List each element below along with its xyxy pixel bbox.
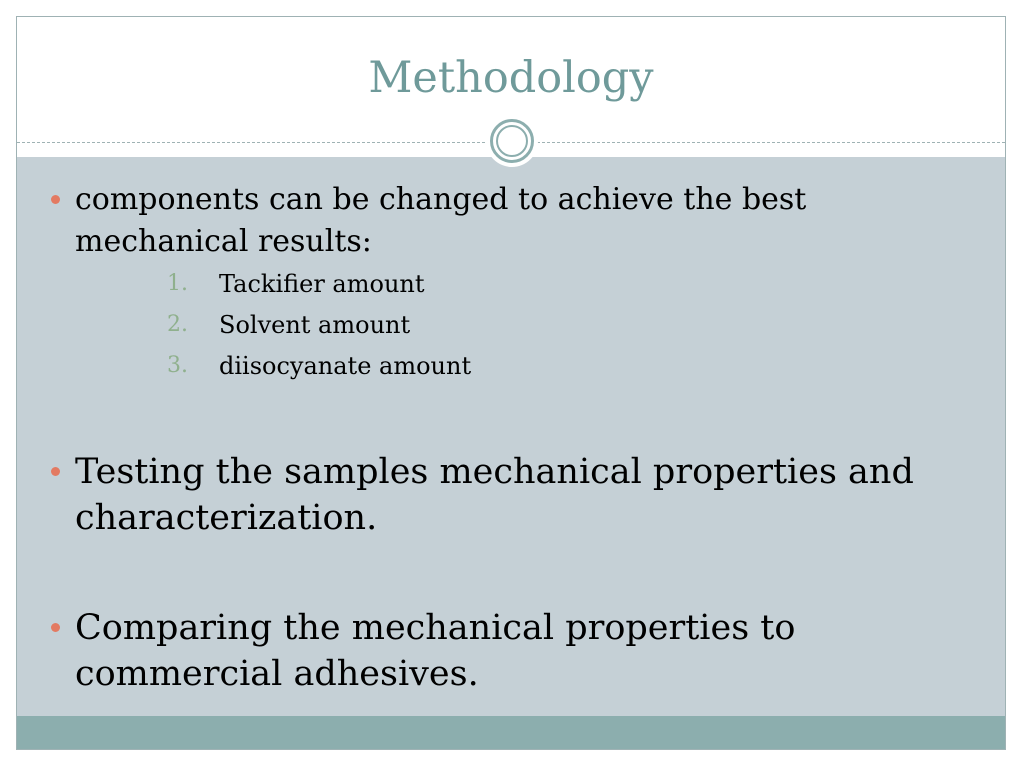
list-number: 2.: [167, 312, 188, 337]
footer-band: [17, 716, 1005, 750]
numbered-sub-list: [167, 269, 767, 392]
list-item: [167, 269, 767, 310]
list-item-text: diisocyanate amount: [219, 352, 472, 380]
bullet-text: Comparing the mechanical properties to commercial adhesives.: [75, 608, 796, 694]
list-number: 1.: [167, 271, 188, 296]
list-item: [167, 310, 767, 351]
bullet-item: [75, 179, 975, 263]
bullet-item: [75, 449, 975, 541]
bullet-text: components can be changed to achieve the best mechanical results:: [75, 182, 807, 259]
list-item-text: Tackifier amount: [219, 270, 425, 298]
list-number: 3.: [167, 353, 188, 378]
slide: [16, 16, 1006, 750]
list-item-text: Solvent amount: [219, 311, 411, 339]
bullet-item: [75, 605, 975, 697]
bullet-dot-icon: [51, 467, 60, 476]
list-item: [167, 351, 767, 392]
circle-ornament-inner-ring: [496, 125, 528, 157]
slide-title: Methodology: [368, 53, 654, 103]
bullet-text: Testing the samples mechanical properties and characterization.: [75, 452, 914, 538]
bullet-dot-icon: [51, 195, 60, 204]
bullet-dot-icon: [51, 623, 60, 632]
